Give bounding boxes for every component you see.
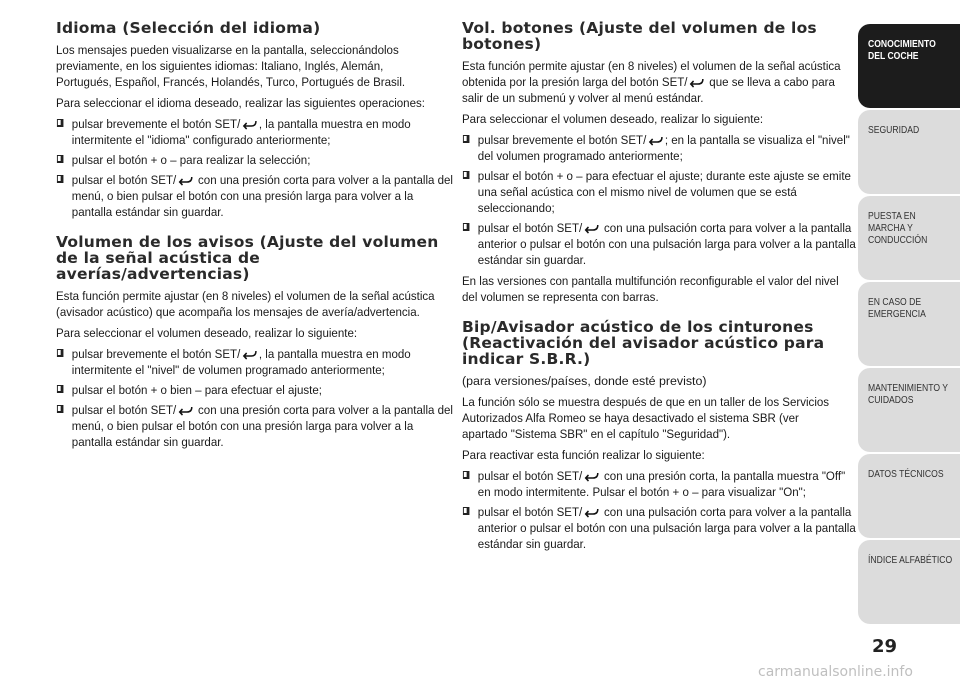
section-title-volumen-avisos: Volumen de los avisos (Ajuste del volumen de la señal acústica de averías/advertencias) — [56, 233, 439, 283]
bullet-list — [462, 132, 856, 268]
chapter-tabs — [858, 24, 960, 626]
paragraph: Para seleccionar el idioma deseado, realizar las siguientes operaciones: — [56, 96, 425, 110]
paragraph: En las versiones con pantalla multifunción reconfigurable el valor del nivel del volumen se representa con barras. — [462, 274, 839, 304]
paragraph: Para seleccionar el volumen deseado, realizar lo siguiente: — [56, 326, 358, 340]
square-bullet-icon — [57, 119, 64, 127]
paragraph: Para seleccionar el volumen deseado, realizar lo siguiente: — [462, 112, 764, 126]
section-title-bip-cinturones: Bip/Avisador acústico de los cinturones (Reactivación del avisador acústico para indicar S.B.R.) — [462, 318, 825, 368]
return-arrow-icon — [583, 508, 600, 518]
tab-datos-tecnicos[interactable]: DATOS TÉCNICOS — [858, 454, 960, 538]
list-item: pulsar el botón SET/ con una presión corta para volver a la pantalla del menú, o bien pulsar el botón con una presión larga para volver a la pantalla estándar sin guardar. — [56, 172, 455, 220]
section-title-idioma: Idioma (Selección del idioma) — [56, 19, 321, 37]
paragraph: Los mensajes pueden visualizarse en la pantalla, seleccionándolos previamente, en los siguientes idiomas: Italiano, Inglés, Alemán, Portugués, Español, Francés, Holandés, Turco, Portugués de Brasil. — [56, 43, 406, 89]
list-item: pulsar brevemente el botón SET/ , la pantalla muestra en modo intermitente el "nivel" de volumen programado anteriormente; — [56, 346, 455, 378]
bullet-list — [56, 116, 453, 220]
return-arrow-icon — [583, 472, 600, 482]
square-bullet-icon — [57, 405, 64, 413]
return-arrow-icon — [688, 78, 705, 88]
list-item: pulsar brevemente el botón SET/ ; en la pantalla se visualiza el "nivel" del volumen programado anteriormente; — [462, 132, 861, 164]
paragraph: Para reactivar esta función realizar lo siguiente: — [462, 448, 705, 462]
tab-mantenimiento[interactable]: MANTENIMIENTO Y CUIDADOS — [858, 368, 960, 452]
square-bullet-icon — [463, 135, 470, 143]
paragraph: La función sólo se muestra después de que en un taller de los Servicios Autorizados Alfa Romeo se haya desactivado el sistema SBR (ver apartado "Sistema SBR" en el capítulo "Seguridad"). — [462, 395, 830, 441]
page-number: 29 — [872, 636, 898, 657]
subtitle-note: (para versiones/países, donde esté previsto) — [462, 374, 707, 388]
list-item: pulsar el botón + o bien – para efectuar el ajuste; — [56, 382, 455, 398]
bullet-list — [56, 346, 453, 450]
list-item: pulsar el botón + o – para efectuar el ajuste; durante este ajuste se emite una señal acústica con el mismo nivel de volumen que se está seleccionando; — [462, 168, 861, 216]
tab-conocimiento-del-coche[interactable]: CONOCIMIENTO DEL COCHE — [858, 24, 960, 108]
bullet-list — [462, 468, 856, 552]
list-item: pulsar el botón SET/ con una pulsación corta para volver a la pantalla anterior o pulsar el botón con una pulsación larga para volver a la pantalla estándar sin guardar. — [462, 504, 861, 552]
square-bullet-icon — [463, 171, 470, 179]
square-bullet-icon — [463, 471, 470, 479]
paragraph: Esta función permite ajustar (en 8 niveles) el volumen de la señal acústica obtenida por la presión larga del botón SET/ que se lleva a cabo para salir de un submenú y volver al menú estándar. — [462, 59, 841, 105]
square-bullet-icon — [463, 507, 470, 515]
list-item: pulsar el botón SET/ con una presión corta, la pantalla muestra "Off" en modo intermitente. Pulsar el botón + o – para visualizar "On"; — [462, 468, 861, 500]
return-arrow-icon — [177, 176, 194, 186]
list-item: pulsar brevemente el botón SET/ , la pantalla muestra en modo intermitente el "idioma" configurado anteriormente; — [56, 116, 455, 148]
left-column — [56, 19, 453, 455]
square-bullet-icon — [57, 385, 64, 393]
return-arrow-icon — [241, 120, 258, 130]
return-arrow-icon — [177, 406, 194, 416]
list-item: pulsar el botón SET/ con una presión corta para volver a la pantalla del menú, o bien pulsar el botón con una presión larga para volver a la pantalla estándar sin guardar. — [56, 402, 455, 450]
square-bullet-icon — [57, 155, 64, 163]
tab-en-caso-de-emergencia[interactable]: EN CASO DE EMERGENCIA — [858, 282, 960, 366]
return-arrow-icon — [241, 350, 258, 360]
paragraph: Esta función permite ajustar (en 8 niveles) el volumen de la señal acústica (avisador acústico) que acompaña los mensajes de avería/advertencia. — [56, 289, 435, 319]
list-item: pulsar el botón + o – para realizar la selección; — [56, 152, 455, 168]
section-title-vol-botones: Vol. botones (Ajuste del volumen de los botones) — [462, 19, 817, 53]
list-item: pulsar el botón SET/ con una pulsación corta para volver a la pantalla anterior o pulsar el botón con una pulsación larga para volver a la pantalla estándar sin guardar. — [462, 220, 861, 268]
right-column — [462, 19, 856, 557]
square-bullet-icon — [57, 175, 64, 183]
tab-seguridad[interactable]: SEGURIDAD — [858, 110, 960, 194]
square-bullet-icon — [463, 223, 470, 231]
return-arrow-icon — [647, 136, 664, 146]
watermark: carmanualsonline.info — [758, 664, 913, 680]
square-bullet-icon — [57, 349, 64, 357]
tab-puesta-en-marcha[interactable]: PUESTA EN MARCHA Y CONDUCCIÓN — [858, 196, 960, 280]
tab-indice-alfabetico[interactable]: ÍNDICE ALFABÉTICO — [858, 540, 960, 624]
return-arrow-icon — [583, 224, 600, 234]
